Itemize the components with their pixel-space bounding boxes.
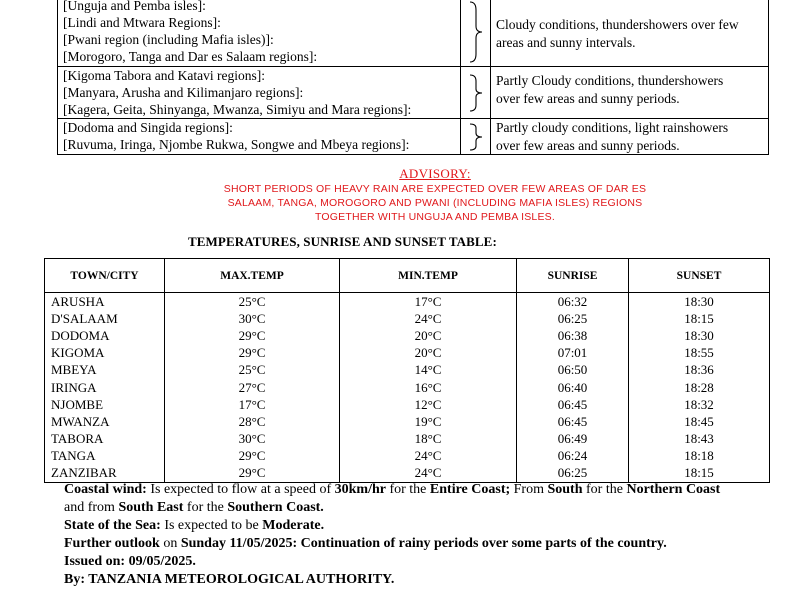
note-text: From bbox=[510, 482, 548, 497]
condition-line: Partly cloudy conditions, light rainshowers bbox=[496, 120, 729, 135]
issued-date: 09/05/2025. bbox=[125, 554, 196, 569]
header-max-temp: MAX.TEMP bbox=[165, 259, 340, 293]
table-header-row bbox=[45, 259, 770, 293]
note-text: on bbox=[159, 536, 181, 551]
sunrise-cell: 06:24 bbox=[517, 448, 629, 465]
sea-state-value: Moderate. bbox=[262, 518, 325, 533]
temperature-table bbox=[44, 258, 770, 483]
condition-line: over few areas and sunny periods. bbox=[496, 137, 680, 153]
sunrise-cell: 06:25 bbox=[517, 310, 629, 327]
min-temp-cell: 20°C bbox=[340, 327, 517, 344]
table-row bbox=[45, 448, 770, 465]
min-temp-cell: 24°C bbox=[340, 448, 517, 465]
forecast-notes bbox=[64, 481, 724, 589]
region-line: [Unguja and Pemba isles]: bbox=[63, 0, 206, 13]
town-cell: ZANZIBAR bbox=[45, 465, 165, 483]
sunset-cell: 18:36 bbox=[629, 362, 770, 379]
coastal-wind-note bbox=[64, 481, 724, 517]
note-text: for the bbox=[582, 482, 627, 497]
max-temp-cell: 29°C bbox=[165, 327, 340, 344]
town-cell: ARUSHA bbox=[45, 293, 165, 311]
note-text: for the bbox=[385, 482, 430, 497]
sunset-cell: 18:15 bbox=[629, 465, 770, 483]
outlook-label: Further outlook bbox=[64, 536, 160, 551]
issued-by: By: TANZANIA METEOROLOGICAL AUTHORITY. bbox=[64, 572, 395, 587]
region-line: [Manyara, Arusha and Kilimanjaro regions]: bbox=[63, 85, 304, 100]
table-row bbox=[45, 413, 770, 430]
sea-state-note bbox=[64, 517, 724, 535]
outlook-note bbox=[64, 535, 724, 553]
min-temp-cell: 24°C bbox=[340, 465, 517, 483]
coast-northern: Northern Coast bbox=[626, 482, 721, 497]
advisory-text: SHORT PERIODS OF HEAVY RAIN ARE EXPECTED OVER FEW AREAS OF DAR ES SALAAM, TANGA, MOROGORO AND PWANI (INCLUDING MAFIA ISLES) REGIONS TOGETHER WITH UNGUJA AND PEMBA ISLES. bbox=[223, 183, 647, 223]
sunset-cell: 18:55 bbox=[629, 345, 770, 362]
region-line: [Lindi and Mtwara Regions]: bbox=[63, 15, 221, 30]
max-temp-cell: 29°C bbox=[165, 448, 340, 465]
town-cell: TABORA bbox=[45, 431, 165, 448]
coastal-wind-label: Coastal wind: bbox=[64, 482, 147, 497]
table-row bbox=[45, 362, 770, 379]
wind-speed: 30km/hr bbox=[334, 482, 386, 497]
table-row bbox=[45, 327, 770, 344]
max-temp-cell: 29°C bbox=[165, 345, 340, 362]
min-temp-cell: 18°C bbox=[340, 431, 517, 448]
min-temp-cell: 14°C bbox=[340, 362, 517, 379]
town-cell: IRINGA bbox=[45, 379, 165, 396]
region-line: [Kagera, Geita, Shinyanga, Mwanza, Simiyu and Mara regions]: bbox=[63, 102, 412, 117]
max-temp-cell: 17°C bbox=[165, 396, 340, 413]
condition-cell bbox=[491, 0, 769, 67]
region-list bbox=[58, 119, 461, 155]
table-row bbox=[45, 345, 770, 362]
wind-direction-1: South bbox=[547, 482, 583, 497]
max-temp-cell: 30°C bbox=[165, 431, 340, 448]
sunset-cell: 18:28 bbox=[629, 379, 770, 396]
region-line: [Dodoma and Singida regions]: bbox=[63, 120, 233, 135]
outlook-date: Sunday 11/05/2025: bbox=[180, 536, 298, 551]
region-line: [Kigoma Tabora and Katavi regions]: bbox=[63, 68, 265, 83]
sunrise-cell: 06:38 bbox=[517, 327, 629, 344]
sunset-cell: 18:18 bbox=[629, 448, 770, 465]
sunrise-cell: 06:25 bbox=[517, 465, 629, 483]
sunset-cell: 18:32 bbox=[629, 396, 770, 413]
region-list bbox=[58, 67, 461, 119]
town-cell: MBEYA bbox=[45, 362, 165, 379]
advisory-block bbox=[0, 166, 800, 224]
coast-entire: Entire Coast; bbox=[429, 482, 511, 497]
header-town: TOWN/CITY bbox=[45, 259, 165, 293]
sunrise-cell: 06:32 bbox=[517, 293, 629, 311]
forecast-group bbox=[58, 0, 769, 67]
curly-brace-icon bbox=[461, 0, 491, 67]
condition-line: over few areas and sunny periods. bbox=[496, 90, 680, 106]
forecast-group bbox=[58, 67, 769, 119]
issued-label: Issued on: bbox=[64, 554, 126, 569]
issued-by-note bbox=[64, 571, 724, 589]
table-row bbox=[45, 310, 770, 327]
condition-line: areas and sunny intervals. bbox=[496, 34, 636, 50]
advisory-title: ADVISORY: bbox=[399, 166, 471, 181]
temp-table-title: TEMPERATURES, SUNRISE AND SUNSET TABLE: bbox=[188, 234, 497, 249]
sunrise-cell: 06:45 bbox=[517, 396, 629, 413]
max-temp-cell: 25°C bbox=[165, 362, 340, 379]
max-temp-cell: 30°C bbox=[165, 310, 340, 327]
min-temp-cell: 12°C bbox=[340, 396, 517, 413]
sunrise-cell: 07:01 bbox=[517, 345, 629, 362]
curly-brace-icon bbox=[461, 67, 491, 119]
table-row bbox=[45, 465, 770, 483]
town-cell: TANGA bbox=[45, 448, 165, 465]
condition-cell bbox=[491, 119, 769, 155]
sunrise-cell: 06:50 bbox=[517, 362, 629, 379]
header-min-temp: MIN.TEMP bbox=[340, 259, 517, 293]
max-temp-cell: 27°C bbox=[165, 379, 340, 396]
wind-direction-2: South East bbox=[118, 500, 184, 515]
max-temp-cell: 25°C bbox=[165, 293, 340, 311]
table-row bbox=[45, 396, 770, 413]
note-text: Is expected to flow at a speed of bbox=[146, 482, 335, 497]
region-line: [Pwani region (including Mafia isles)]: bbox=[63, 32, 274, 47]
table-row bbox=[45, 379, 770, 396]
min-temp-cell: 17°C bbox=[340, 293, 517, 311]
town-cell: D'SALAAM bbox=[45, 310, 165, 327]
header-sunrise: SUNRISE bbox=[517, 259, 629, 293]
forecast-table bbox=[57, 0, 769, 155]
region-list bbox=[58, 0, 461, 67]
town-cell: NJOMBE bbox=[45, 396, 165, 413]
region-line: [Ruvuma, Iringa, Njombe Rukwa, Songwe and Mbeya regions]: bbox=[63, 137, 410, 152]
min-temp-cell: 16°C bbox=[340, 379, 517, 396]
town-cell: KIGOMA bbox=[45, 345, 165, 362]
issued-note bbox=[64, 553, 724, 571]
sea-state-label: State of the Sea: bbox=[64, 518, 161, 533]
max-temp-cell: 29°C bbox=[165, 465, 340, 483]
sunrise-cell: 06:49 bbox=[517, 431, 629, 448]
table-row bbox=[45, 293, 770, 311]
forecast-group bbox=[58, 119, 769, 155]
condition-line: Cloudy conditions, thundershowers over few bbox=[496, 17, 739, 32]
min-temp-cell: 20°C bbox=[340, 345, 517, 362]
region-line: [Morogoro, Tanga and Dar es Salaam regions]: bbox=[63, 49, 318, 64]
condition-cell bbox=[491, 67, 769, 119]
coast-southern: Southern Coast. bbox=[227, 500, 324, 515]
min-temp-cell: 19°C bbox=[340, 413, 517, 430]
sunset-cell: 18:15 bbox=[629, 310, 770, 327]
sunset-cell: 18:30 bbox=[629, 327, 770, 344]
sunset-cell: 18:43 bbox=[629, 431, 770, 448]
note-text: and from bbox=[64, 500, 119, 515]
sunset-cell: 18:45 bbox=[629, 413, 770, 430]
note-text: Is expected to be bbox=[160, 518, 263, 533]
condition-line: Partly Cloudy conditions, thundershowers bbox=[496, 73, 724, 88]
table-row bbox=[45, 431, 770, 448]
sunrise-cell: 06:45 bbox=[517, 413, 629, 430]
sunrise-cell: 06:40 bbox=[517, 379, 629, 396]
sunset-cell: 18:30 bbox=[629, 293, 770, 311]
min-temp-cell: 24°C bbox=[340, 310, 517, 327]
town-cell: DODOMA bbox=[45, 327, 165, 344]
curly-brace-icon bbox=[461, 119, 491, 155]
town-cell: MWANZA bbox=[45, 413, 165, 430]
outlook-value: Continuation of rainy periods over some parts of the country. bbox=[297, 536, 667, 551]
max-temp-cell: 28°C bbox=[165, 413, 340, 430]
note-text: for the bbox=[183, 500, 228, 515]
header-sunset: SUNSET bbox=[629, 259, 770, 293]
